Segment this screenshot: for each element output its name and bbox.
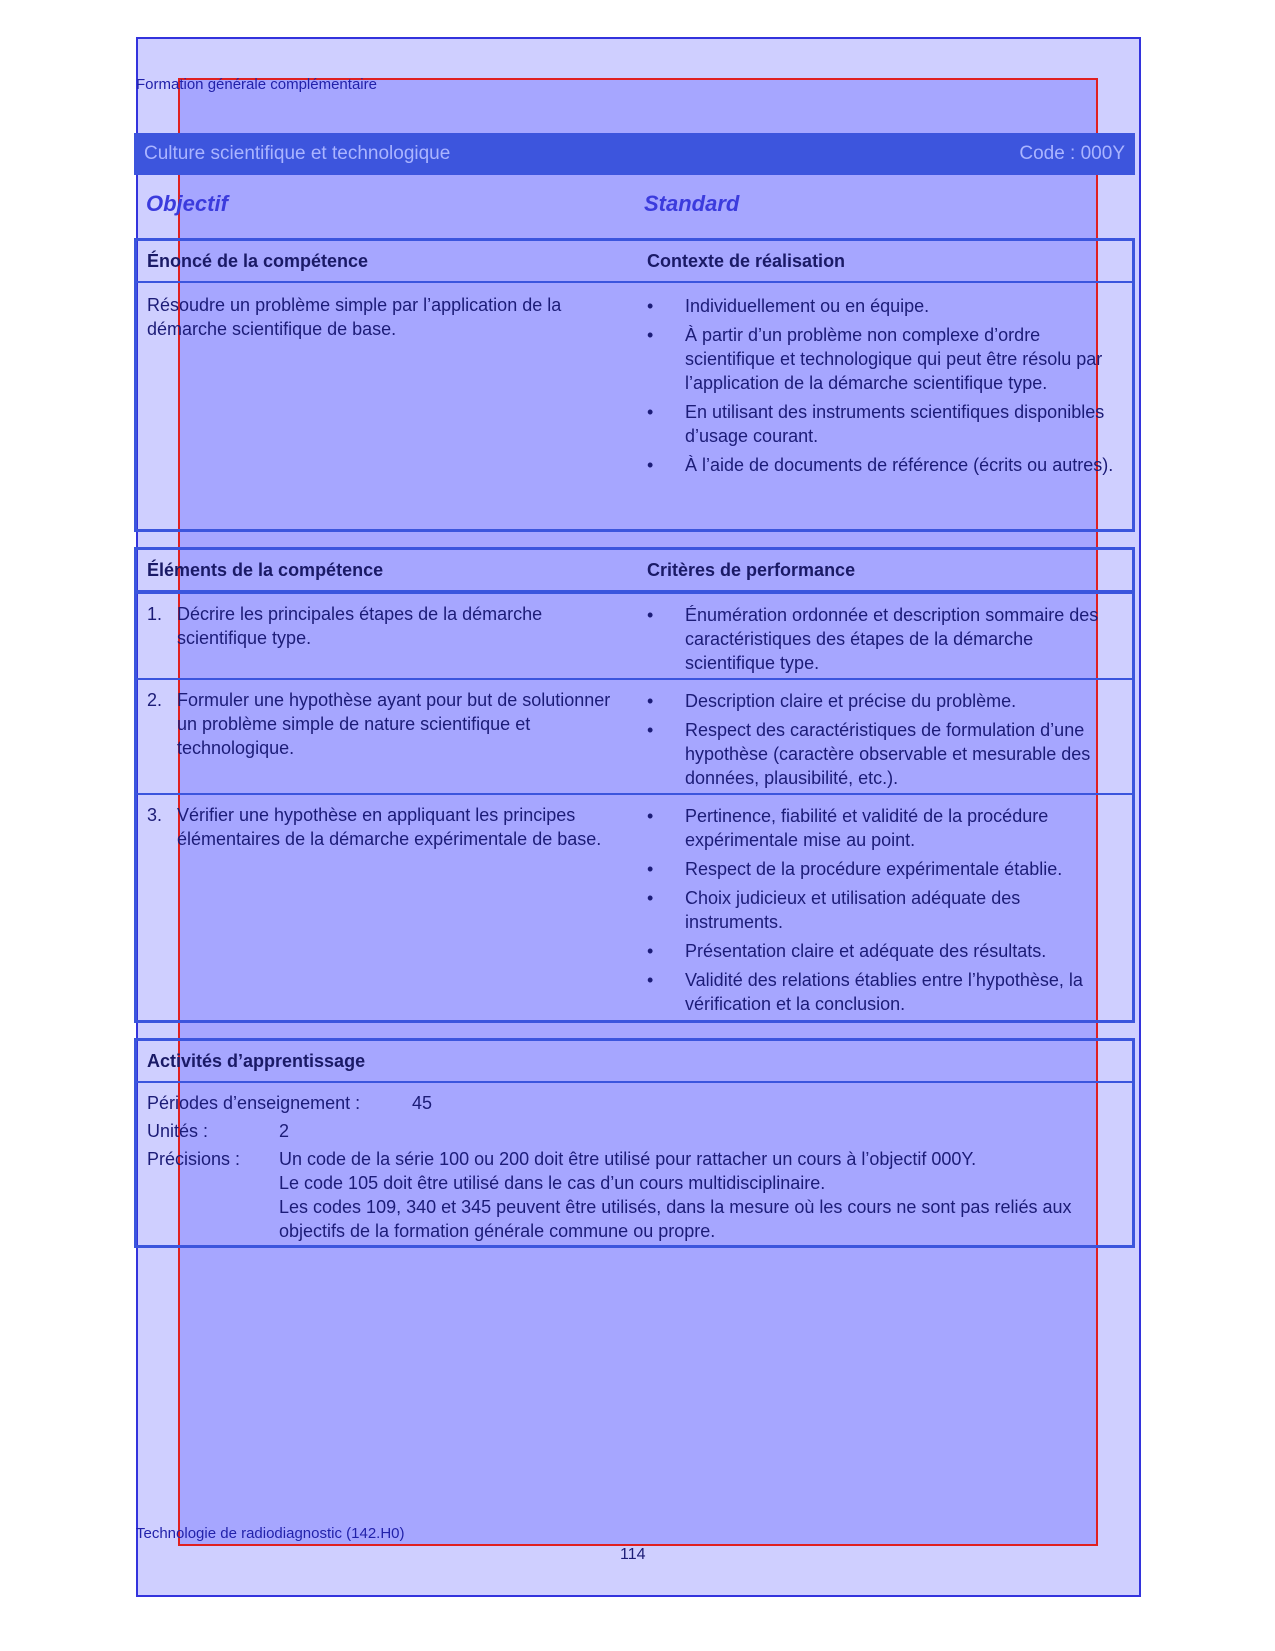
elements-box (134, 547, 1135, 1023)
contexte-heading: Contexte de réalisation (647, 250, 846, 271)
periodes-label: Périodes d’enseignement : (147, 1093, 361, 1113)
precisions-label: Précisions : (147, 1149, 241, 1169)
contexte-item: • À partir d’un problème non complexe d’ordre scientifique et technologique qui peut être résolu par l’application de la démarche scientifique type. (647, 323, 1117, 395)
element-text: Vérifier une hypothèse en appliquant les principes élémentaires de la démarche expérimentale de base. (177, 805, 602, 849)
precision-line: Un code de la série 100 ou 200 doit être utilisé pour rattacher un cours à l’objectif 000Y. (279, 1149, 977, 1169)
enonce-text: Résoudre un problème simple par l’application de la démarche scientifique de base. (147, 295, 562, 339)
element-row (137, 678, 1132, 793)
critere-item: • Respect des caractéristiques de formulation d’une hypothèse (caractère observable et mesurable des données, plausibilité, etc.). (647, 718, 1117, 790)
course-title-bar (134, 133, 1135, 175)
page-number: 114 (620, 1546, 646, 1563)
element-number: 2. (147, 690, 163, 710)
course-code: Code : 000Y (1019, 143, 1125, 164)
element-row (137, 592, 1132, 678)
critere-item: • Énumération ordonnée et description sommaire des caractéristiques des étapes de la démarche scientifique type. (647, 603, 1117, 675)
element-text: Formuler une hypothèse ayant pour but de solutionner un problème simple de nature scientifique et technologique. (177, 690, 611, 758)
activites-box-header (137, 1041, 1132, 1083)
contexte-item: • À l’aide de documents de référence (écrits ou autres). (647, 453, 1117, 477)
critere-item: • Description claire et précise du problème. (647, 689, 1117, 713)
elements-heading: Éléments de la compétence (147, 559, 384, 580)
course-title: Culture scientifique et technologique (144, 143, 451, 164)
periodes-value: 45 (412, 1093, 433, 1113)
precision-line: Les codes 109, 340 et 345 peuvent être utilisés, dans la mesure où les cours ne sont pas reliés aux objectifs de la formation générale commune ou propre. (279, 1197, 1072, 1241)
header-note: Formation générale complémentaire (136, 76, 377, 93)
precision-line: Le code 105 doit être utilisé dans le cas d’un cours multidisciplinaire. (279, 1173, 826, 1193)
objectif-heading: Objectif (146, 191, 228, 216)
competence-box-header (137, 241, 1132, 283)
elements-box-header (137, 550, 1132, 592)
contexte-item: • Individuellement ou en équipe. (647, 294, 1117, 318)
critere-item: • Présentation claire et adéquate des résultats. (647, 939, 1117, 963)
footer-note: Technologie de radiodiagnostic (142.H0) (136, 1525, 405, 1542)
element-row (137, 793, 1132, 1020)
critere-item: • Pertinence, fiabilité et validité de la procédure expérimentale mise au point. (647, 804, 1117, 852)
activites-box (134, 1038, 1135, 1248)
element-number: 3. (147, 805, 163, 825)
enonce-heading: Énoncé de la compétence (147, 250, 369, 271)
competence-box (134, 238, 1135, 532)
contexte-item: • En utilisant des instruments scientifiques disponibles d’usage courant. (647, 400, 1117, 448)
standard-heading: Standard (644, 191, 740, 216)
precisions-text (279, 1147, 1109, 1243)
element-number: 1. (147, 604, 163, 624)
activites-heading: Activités d’apprentissage (147, 1050, 366, 1071)
unites-value: 2 (279, 1121, 290, 1141)
criteres-list (647, 689, 1117, 795)
critere-item: • Choix judicieux et utilisation adéquate des instruments. (647, 886, 1117, 934)
criteres-list (647, 804, 1117, 1021)
critere-item: • Validité des relations établies entre l’hypothèse, la vérification et la conclusion. (647, 968, 1117, 1016)
critere-item: • Respect de la procédure expérimentale établie. (647, 857, 1117, 881)
unites-label: Unités : (147, 1121, 209, 1141)
criteres-list (647, 603, 1117, 680)
criteres-heading: Critères de performance (647, 559, 856, 580)
element-text: Décrire les principales étapes de la démarche scientifique type. (177, 604, 543, 648)
contexte-list (647, 294, 1117, 482)
